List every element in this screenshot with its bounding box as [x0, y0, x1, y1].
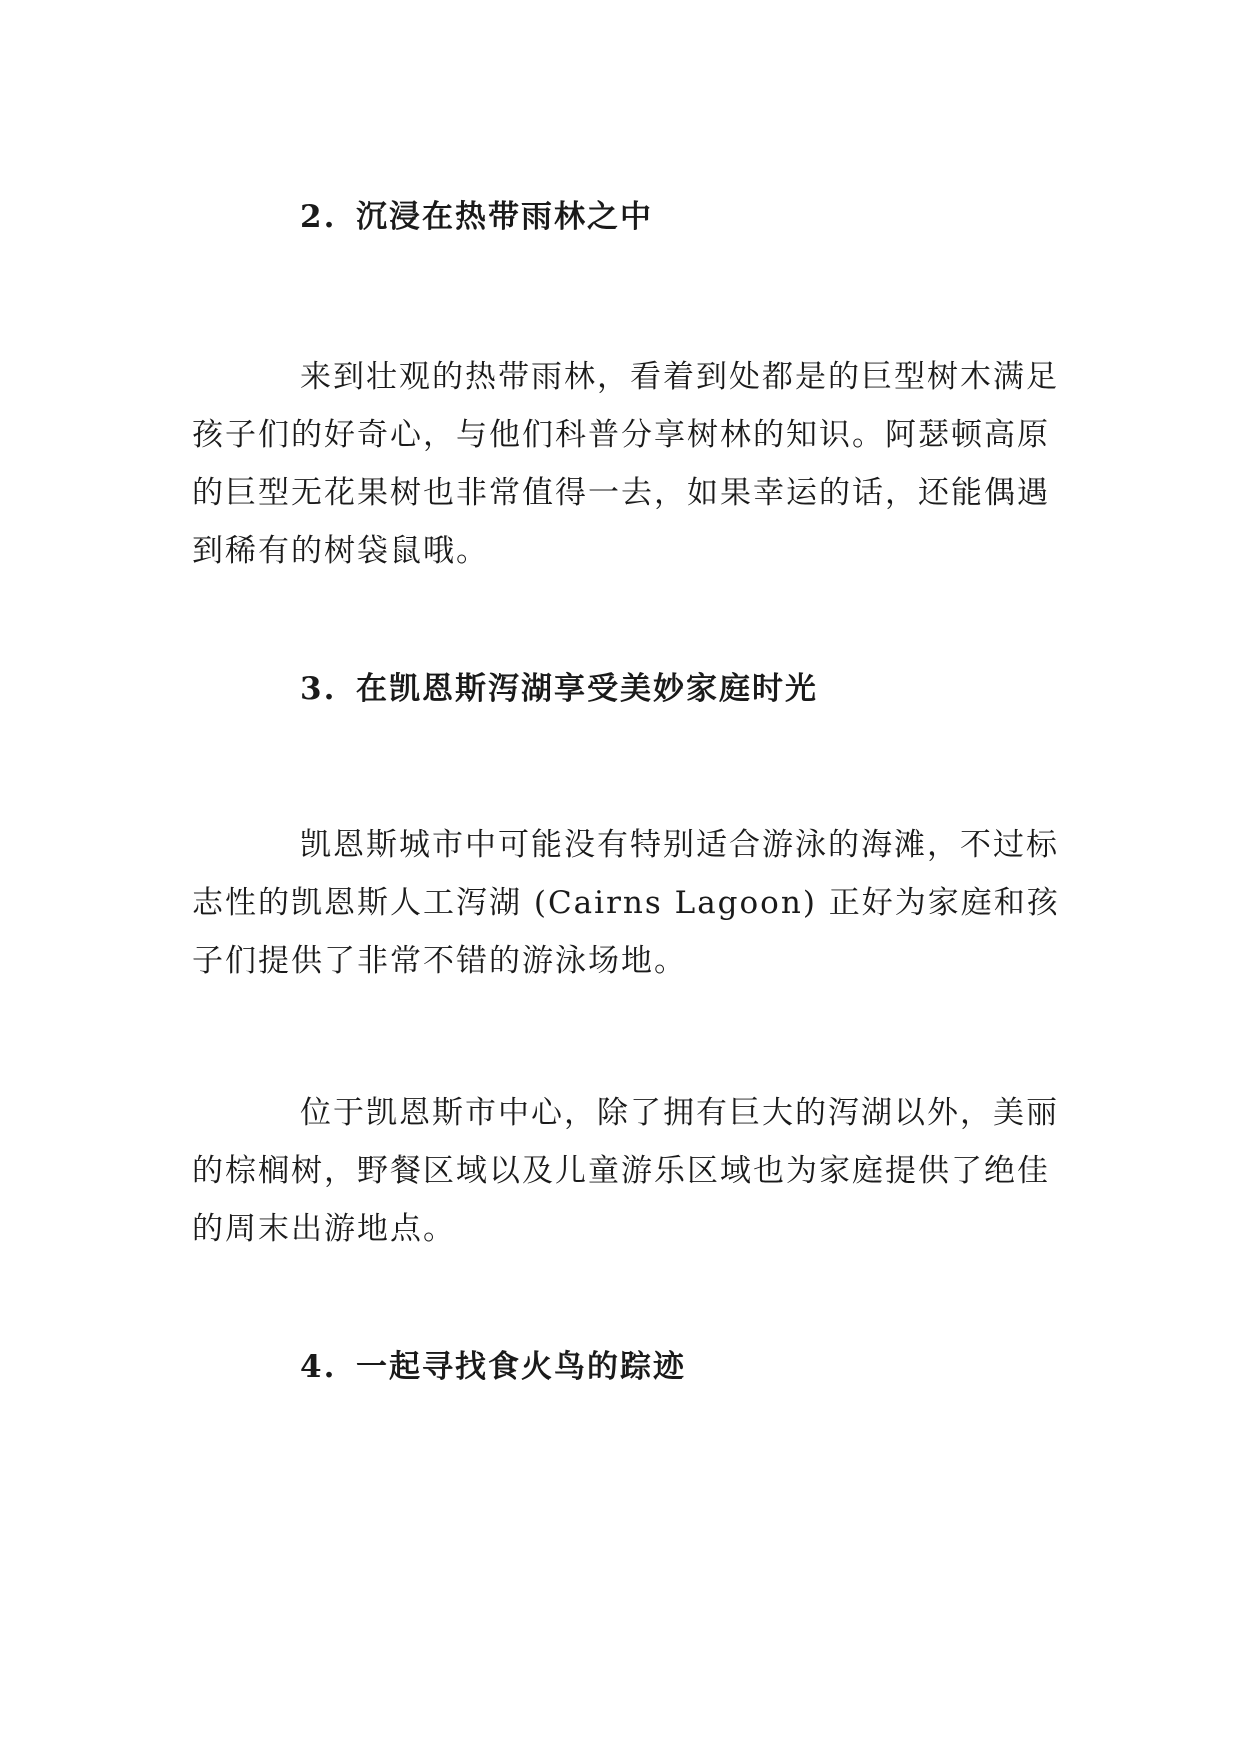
paragraph-line: 子们提供了非常不错的游泳场地。	[192, 943, 687, 979]
paragraph-rainforest	[192, 348, 1059, 580]
paragraph-lagoon-intro	[192, 816, 1060, 990]
section-heading-4	[300, 1338, 1060, 1396]
paragraph-line: 位于凯恩斯市中心，除了拥有巨大的泻湖以外，美丽	[300, 1095, 1059, 1131]
paragraph-line: 孩子们的好奇心，与他们科普分享树林的知识。阿瑟顿高原	[192, 417, 1050, 453]
section-heading-3	[300, 660, 1060, 718]
paragraph-line: 的棕榈树，野餐区域以及儿童游乐区域也为家庭提供了绝佳	[192, 1153, 1050, 1189]
section-heading-2	[300, 188, 1060, 246]
paragraph-lagoon-location	[192, 1084, 1059, 1258]
paragraph-line: 到稀有的树袋鼠哦。	[192, 533, 489, 569]
paragraph-line: 的周末出游地点。	[192, 1211, 456, 1247]
section-number: 4.	[300, 1349, 337, 1385]
paragraph-line: 来到壮观的热带雨林，看着到处都是的巨型树木满足	[300, 359, 1059, 395]
section-number: 3.	[300, 671, 337, 707]
section-number: 2.	[300, 199, 337, 235]
section-title: 在凯恩斯泻湖享受美妙家庭时光	[356, 671, 818, 707]
section-title: 一起寻找食火鸟的踪迹	[356, 1349, 686, 1385]
paragraph-line: 凯恩斯城市中可能没有特别适合游泳的海滩，不过标	[300, 827, 1059, 863]
paragraph-line: 志性的凯恩斯人工泻湖 (Cairns Lagoon) 正好为家庭和孩	[192, 885, 1060, 921]
section-title: 沉浸在热带雨林之中	[356, 199, 653, 235]
paragraph-line: 的巨型无花果树也非常值得一去，如果幸运的话，还能偶遇	[192, 475, 1050, 511]
